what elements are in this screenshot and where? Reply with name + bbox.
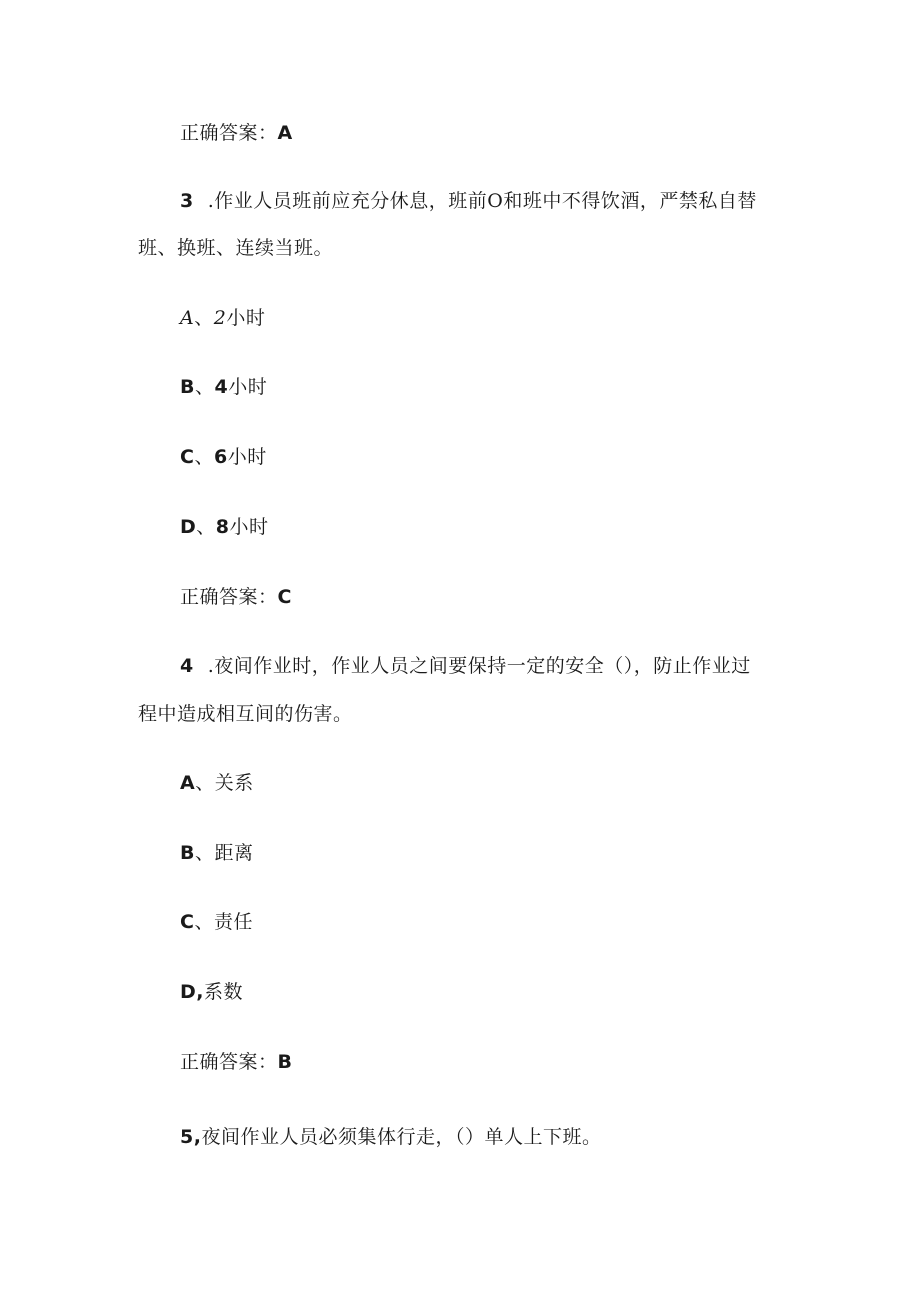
answer-value: A (277, 122, 293, 144)
answer-line (180, 121, 293, 145)
option-text: 小时 (229, 516, 269, 538)
option-text: 系数 (204, 981, 244, 1003)
question-4-line-1 (180, 654, 751, 678)
option-letter: A (180, 307, 195, 329)
option-c[interactable] (180, 910, 253, 934)
question-3-line-2 (138, 236, 333, 260)
option-b[interactable] (180, 375, 267, 399)
question-text: .作业人员班前应充分休息，班前O和班中不得饮酒，严禁私自替 (207, 190, 757, 212)
option-letter: B (180, 842, 195, 864)
option-letter: A (180, 772, 196, 794)
question-number: 3 (180, 190, 194, 212)
option-text: 小时 (228, 376, 268, 398)
option-separator: , (196, 981, 204, 1003)
answer-line (180, 1050, 293, 1074)
answer-line (180, 585, 292, 609)
option-number: 6 (213, 446, 228, 468)
question-3-line-1 (180, 189, 757, 213)
option-letter: C (180, 911, 195, 933)
option-separator: 、 (195, 772, 215, 794)
option-d[interactable] (180, 515, 269, 539)
answer-value: B (277, 1051, 293, 1073)
option-letter: B (180, 376, 195, 398)
option-separator: 、 (194, 376, 215, 398)
answer-label: 正确答案： (180, 122, 278, 144)
question-4-line-2 (138, 702, 353, 726)
option-text: 小时 (227, 446, 267, 468)
option-letter: D (180, 516, 197, 538)
question-text-continued: 班、换班、连续当班。 (138, 237, 334, 259)
option-c[interactable] (180, 445, 267, 469)
option-number: 8 (215, 516, 230, 538)
option-number: 4 (214, 376, 229, 398)
question-text: .夜间作业时，作业人员之间要保持一定的安全（），防止作业过 (207, 655, 751, 677)
option-letter: D (180, 981, 197, 1003)
option-separator: 、 (194, 446, 214, 468)
option-separator: 、 (194, 911, 214, 933)
question-5-line-1 (180, 1125, 601, 1149)
answer-label: 正确答案： (180, 586, 278, 608)
question-text-continued: 程中造成相互间的伤害。 (138, 703, 353, 725)
option-number: 2 (213, 307, 227, 329)
answer-value: C (277, 586, 292, 608)
option-a[interactable] (180, 771, 254, 795)
option-separator: 、 (194, 842, 215, 864)
option-d[interactable] (180, 980, 243, 1004)
option-text: 距离 (214, 842, 254, 864)
option-a[interactable] (180, 306, 265, 330)
option-b[interactable] (180, 841, 254, 865)
option-separator: 、 (196, 516, 216, 538)
question-text: 夜间作业人员必须集体行走，（）单人上下班。 (201, 1126, 602, 1148)
option-text: 关系 (214, 772, 254, 794)
option-separator: 、 (194, 307, 214, 329)
question-number: 5, (180, 1126, 202, 1148)
option-text: 责任 (213, 911, 253, 933)
option-text: 小时 (226, 307, 266, 329)
answer-label: 正确答案： (180, 1051, 278, 1073)
question-number: 4 (180, 655, 194, 677)
option-letter: C (180, 446, 195, 468)
